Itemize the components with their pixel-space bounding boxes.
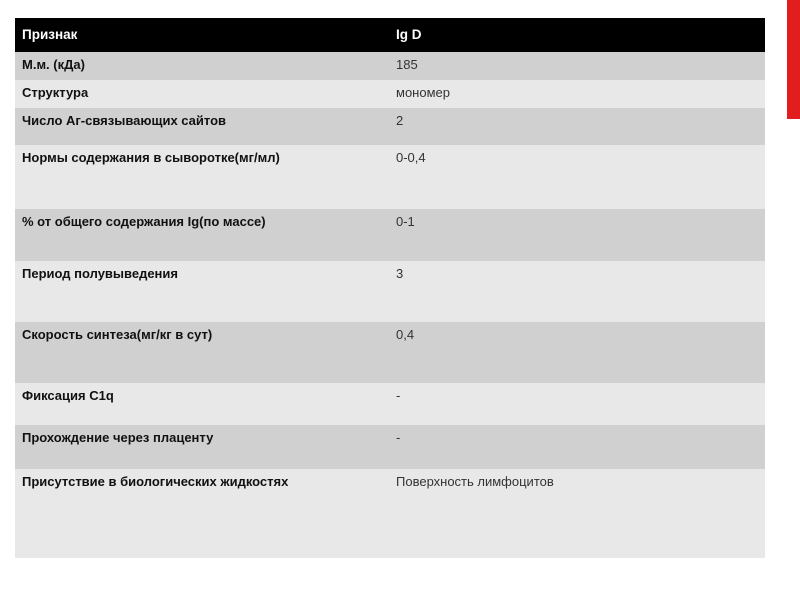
row-label: Присутствие в биологических жидкостях: [15, 469, 389, 558]
comparison-table: [15, 18, 765, 558]
row-label: Скорость синтеза(мг/кг в сут): [15, 322, 389, 383]
row-value: 0-0,4: [389, 145, 765, 209]
row-value: 185: [389, 52, 765, 80]
row-label: М.м. (кДа): [15, 52, 389, 80]
row-value: мономер: [389, 80, 765, 108]
row-value: 2: [389, 108, 765, 145]
accent-bar: [787, 0, 800, 119]
row-value: 0-1: [389, 209, 765, 261]
table-row: [15, 261, 765, 322]
row-value: -: [389, 425, 765, 469]
row-value: -: [389, 383, 765, 425]
row-label: Фиксация С1q: [15, 383, 389, 425]
row-label: Нормы содержания в сыворотке(мг/мл): [15, 145, 389, 209]
table-row: [15, 322, 765, 383]
table-row: [15, 145, 765, 209]
row-label: Период полувыведения: [15, 261, 389, 322]
table-header-row: [15, 18, 765, 52]
table-row: [15, 108, 765, 145]
table-row: [15, 209, 765, 261]
table-row: [15, 383, 765, 425]
row-value: 0,4: [389, 322, 765, 383]
table-row: [15, 52, 765, 80]
table-row: [15, 425, 765, 469]
row-value: 3: [389, 261, 765, 322]
row-label: Число Аг-связывающих сайтов: [15, 108, 389, 145]
header-cell-feature: Признак: [15, 18, 389, 52]
row-label: Прохождение через плаценту: [15, 425, 389, 469]
row-label: % от общего содержания Ig(по массе): [15, 209, 389, 261]
table-row: [15, 80, 765, 108]
row-value: Поверхность лимфоцитов: [389, 469, 765, 558]
row-label: Структура: [15, 80, 389, 108]
header-cell-igd: Ig D: [389, 18, 765, 52]
table-row: [15, 469, 765, 558]
